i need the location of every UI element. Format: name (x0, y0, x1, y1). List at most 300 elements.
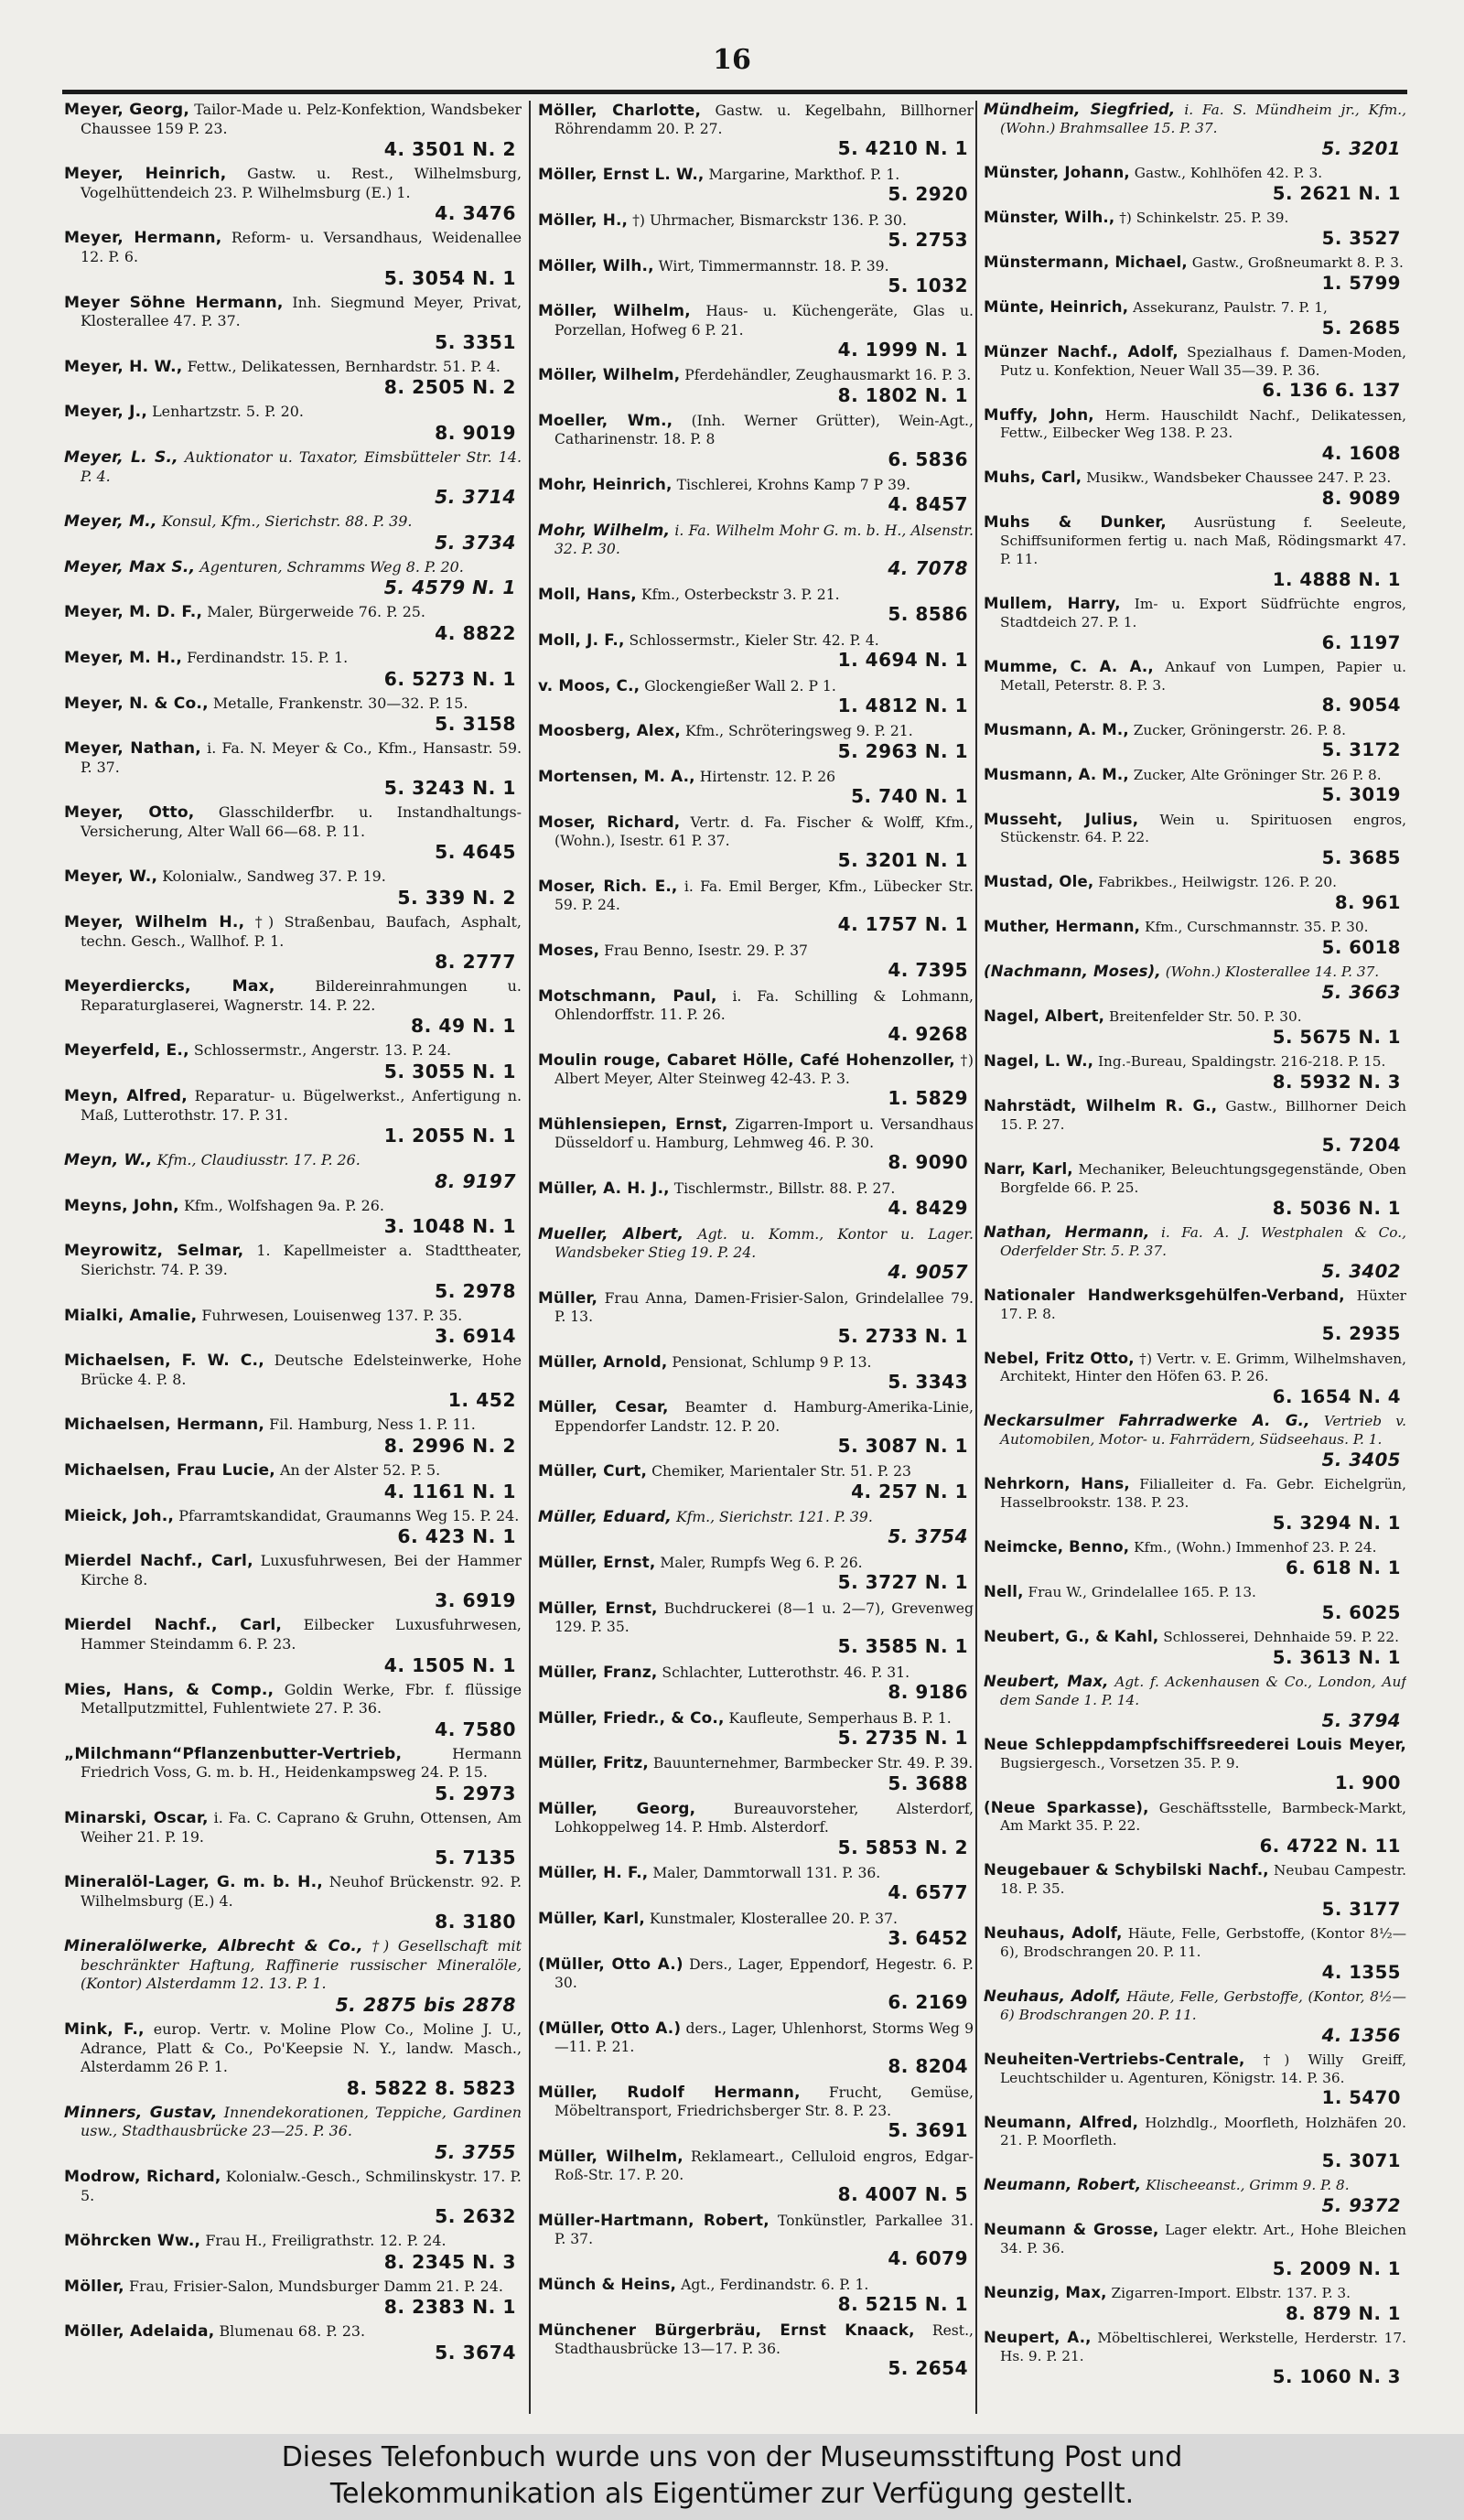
entry-phone-number: 6. 618 N. 1 (1286, 1556, 1401, 1578)
entry-details: Kfm., Claudiusstr. 17. P. 26. (156, 1151, 361, 1169)
entry-details: Vertr. d. Fa. Fischer & Wolff, Kfm., (Wohn.), Isestr. 61 P. 37. (554, 813, 974, 850)
entry-phone-number: 5. 5675 N. 1 (1272, 1027, 1401, 1049)
entry-phone-number: 5. 3294 N. 1 (1272, 1512, 1401, 1534)
directory-entry (984, 1987, 1406, 2046)
entry-phone-number: 5. 2685 (1321, 317, 1401, 339)
ownership-notice (0, 2434, 1464, 2520)
entry-phone-number: 5. 3674 (435, 2342, 516, 2364)
entry-name: Müller, A. H. J., (538, 1178, 670, 1197)
directory-entry (984, 468, 1406, 509)
entry-details: Tonkünstler, Parkallee 31. P. 37. (554, 2212, 974, 2247)
directory-entry (64, 1873, 522, 1933)
entry-name: Meyer Söhne Hermann, (64, 293, 284, 312)
entry-details: Neuhof Brückenstr. 92. P. Wilhelmsburg (E.) 4. (81, 1873, 522, 1910)
directory-entry (984, 2329, 1406, 2387)
entry-details: Eilbecker Luxusfuhrwesen, Hammer Steindamm 6. P. 23. (81, 1616, 522, 1653)
entry-details: Ders., Lager, Eppendorf, Hegestr. 6. P. 30. (554, 1955, 974, 1991)
entry-phone-number: 5. 6025 (1321, 1601, 1401, 1623)
directory-entry (984, 2284, 1406, 2324)
entry-name: Mierdel Nachf., Carl, (64, 1616, 283, 1635)
entry-phone-number: 5. 3201 (1321, 137, 1401, 159)
directory-entry (538, 165, 974, 206)
entry-phone-number: 5. 2735 N. 1 (837, 1726, 968, 1749)
directory-entry (64, 1461, 522, 1502)
entry-name: Müller, Karl, (538, 1908, 645, 1927)
entry-name: Möller, Ernst L. W., (538, 165, 705, 183)
entry-name: Mortensen, M. A., (538, 767, 695, 786)
entry-phone-number: 1. 4694 N. 1 (837, 648, 968, 671)
ownership-notice-line-1: Dieses Telefonbuch wurde uns von der Museumsstiftung Post und (281, 2441, 1183, 2473)
entry-details: Lenhartzstr. 5. P. 20. (152, 403, 304, 421)
entry-phone-number: 8. 9197 (435, 1169, 516, 1192)
entry-phone-number: 8. 4007 N. 5 (837, 2183, 968, 2206)
entry-name: Nagel, Albert, (984, 1007, 1105, 1026)
entry-details: Möbeltischlerei, Werkstelle, Herderstr. 17. Hs. 9. P. 21. (1000, 2330, 1406, 2364)
entry-phone-number: 5. 2978 (435, 1279, 516, 1302)
entry-name: Meyn, Alfred, (64, 1087, 188, 1106)
directory-entry (538, 585, 974, 626)
entry-phone-number: 1. 452 (447, 1389, 516, 1412)
entry-name: Müller, Cesar, (538, 1397, 669, 1416)
entry-details: Agt., Ferdinandstr. 6. P. 1. (681, 2276, 869, 2293)
directory-entry (64, 1745, 522, 1804)
entry-details: Häute, Felle, Gerbstoffe, (Kontor, 8½—6) Brodschrangen 20. P. 11. (1000, 1987, 1406, 2023)
entry-phone-number: 5. 3754 (888, 1525, 968, 1548)
entry-details: Glockengießer Wall 2. P 1. (644, 677, 836, 695)
entry-name: (Neue Sparkasse), (984, 1798, 1149, 1816)
entry-details: Ferdinandstr. 15. P. 1. (187, 648, 349, 666)
entry-details: Zucker, Alte Gröninger Str. 26 P. 8. (1133, 766, 1382, 783)
entry-phone-number: 5. 7135 (435, 1847, 516, 1869)
entry-phone-number: 5. 6018 (1321, 937, 1401, 959)
entry-phone-number: 8. 9186 (888, 1680, 968, 1703)
entry-phone-number: 4. 257 N. 1 (851, 1480, 968, 1502)
directory-entry (984, 595, 1406, 653)
directory-entry (538, 1397, 974, 1457)
entry-details: Gastw. u. Rest., Wilhelmsburg, Vogelhüttendeich 23. P. Wilhelmsburg (E.) 1. (81, 165, 522, 201)
entry-phone-number: 8. 5932 N. 3 (1272, 1072, 1401, 1093)
entry-phone-number: 8. 9090 (888, 1151, 968, 1174)
entry-name: Neimcke, Benno, (984, 1537, 1130, 1556)
directory-entry (984, 1538, 1406, 1578)
entry-phone-number: 4. 1999 N. 1 (837, 338, 968, 361)
entry-details: †) Schinkelstr. 25. P. 39. (1119, 209, 1289, 226)
entry-phone-number: 5. 3177 (1321, 1898, 1401, 1920)
entry-name: Müller, Ernst, (538, 1552, 656, 1571)
directory-entry (984, 513, 1406, 590)
entry-name: Meyer, M., (64, 512, 157, 532)
entry-name: Mühlensiepen, Ernst, (538, 1114, 728, 1133)
entry-details: Breitenfelder Str. 50. P. 30. (1109, 1008, 1302, 1026)
entry-name: Minners, Gustav, (64, 2103, 218, 2122)
entry-name: Motschmann, Paul, (538, 985, 717, 1005)
entry-name: Meyer, M. H., (64, 648, 183, 667)
entry-details: i. Fa. A. J. Westphalen & Co., Oderfelder Str. 5. P. 37. (1000, 1223, 1406, 1259)
entry-phone-number: 6. 136 6. 137 (1262, 380, 1401, 402)
entry-name: Mohr, Wilhelm, (538, 520, 671, 539)
entry-details: Klischeeanst., Grimm 9. P. 8. (1146, 2177, 1350, 2194)
directory-entry (64, 101, 522, 160)
entry-name: Michaelsen, Frau Lucie, (64, 1460, 275, 1480)
directory-entry (64, 739, 522, 799)
directory-entry (984, 343, 1406, 402)
directory-entry (984, 721, 1406, 761)
entry-details: ders., Lager, Uhlenhorst, Storms Weg 9—11. P. 21. (554, 2019, 974, 2055)
directory-entry (538, 1352, 974, 1394)
entry-name: Michaelsen, F. W. C., (64, 1352, 264, 1371)
entry-name: Nebel, Fritz Otto, (984, 1349, 1135, 1367)
directory-entry (538, 2083, 974, 2142)
entry-phone-number: 6. 423 N. 1 (397, 1525, 516, 1548)
entry-details: Bureauvorsteher, Alsterdorf, Lohkoppelweg 14. P. Hmb. Alsterdorf. (554, 1801, 974, 1836)
entry-details: Bauunternehmer, Barmbecker Str. 49. P. 39. (652, 1755, 974, 1772)
entry-name: Moll, Hans, (538, 584, 637, 603)
entry-name: Michaelsen, Hermann, (64, 1416, 265, 1435)
entry-phone-number: 5. 3071 (1321, 2150, 1401, 2172)
entry-phone-number: 8. 2383 N. 1 (383, 2296, 516, 2319)
directory-entry (64, 165, 522, 224)
directory-entry (64, 977, 522, 1037)
entry-phone-number: 5. 2621 N. 1 (1272, 182, 1401, 204)
entry-phone-number: 8. 879 N. 1 (1286, 2302, 1401, 2324)
entry-name: Mueller, Albert, (538, 1223, 684, 1243)
entry-name: Möller, Charlotte, (538, 101, 702, 119)
directory-entry (984, 2176, 1406, 2216)
entry-phone-number: 6. 1197 (1321, 631, 1401, 653)
directory-entry (538, 521, 974, 580)
entry-details: †) Willy Greiff, Leuchtschilder u. Agenturen, Königstr. 14. P. 36. (1000, 2051, 1406, 2086)
entry-phone-number: 8. 5822 8. 5823 (346, 2076, 516, 2099)
entry-phone-number: 5. 3613 N. 1 (1272, 1646, 1401, 1668)
entry-name: Mineralöl-Lager, G. m. b. H., (64, 1873, 323, 1892)
entry-details: Zucker, Gröningerstr. 26. P. 8. (1133, 721, 1347, 738)
entry-phone-number: 8. 9019 (435, 421, 516, 444)
directory-entry (538, 475, 974, 516)
entry-details: Luxusfuhrwesen, Bei der Hammer Kirche 8. (81, 1552, 522, 1588)
entry-phone-number: 8. 2345 N. 3 (383, 2250, 516, 2273)
entry-details: i. Fa. Emil Berger, Kfm., Lübecker Str. 59. P. 24. (554, 878, 974, 914)
entry-name: Neupert, A., (984, 2329, 1092, 2347)
directory-entry (984, 1007, 1406, 1048)
entry-details: Agenturen, Schramms Weg 8. P. 20. (199, 557, 464, 576)
directory-entry (984, 406, 1406, 465)
entry-details: Gastw., Großneumarkt 8. P. 3. (1191, 253, 1404, 271)
entry-details: Kunstmaler, Klosterallee 20. P. 37. (649, 1910, 898, 1927)
entry-details: Frucht, Gemüse, Möbeltransport, Friedrichsberger Str. 8. P. 23. (554, 2084, 974, 2119)
entry-details: Kaufleute, Semperhaus B. P. 1. (728, 1709, 952, 1727)
entry-details: Kolonialw.-Gesch., Schmilinskystr. 17. P. 5. (81, 2168, 522, 2204)
directory-entry (984, 811, 1406, 869)
directory-entry (984, 1052, 1406, 1093)
entry-details: Assekuranz, Paulstr. 7. P. 1, (1133, 298, 1328, 316)
directory-entry (984, 1628, 1406, 1668)
entry-details: Geschäftsstelle, Barmbeck-Markt, Am Markt 35. P. 22. (1000, 1799, 1406, 1835)
entry-name: Meyer, Georg, (64, 101, 190, 119)
directory-entry (984, 1924, 1406, 1983)
directory-entry (64, 448, 522, 508)
entry-name: Nathan, Hermann, (984, 1222, 1150, 1241)
entry-name: Meyrowitz, Selmar, (64, 1242, 244, 1261)
entry-details: Frau Benno, Isestr. 29. P. 37 (604, 942, 808, 959)
directory-entry (538, 1599, 974, 1658)
directory-entry (64, 358, 522, 399)
entry-name: Müller, Georg, (538, 1799, 696, 1818)
entry-phone-number: 4. 1608 (1321, 443, 1401, 465)
entry-phone-number: 1. 900 (1334, 1772, 1401, 1794)
entry-phone-number: 3. 6919 (435, 1589, 516, 1612)
entry-phone-number: 8. 1802 N. 1 (837, 383, 968, 406)
entry-details: Musikw., Wandsbeker Chaussee 247. P. 23. (1086, 469, 1392, 487)
entry-name: Münzer Nachf., Adolf, (984, 342, 1179, 361)
directory-entry (984, 1223, 1406, 1282)
directory-entry (538, 411, 974, 470)
entry-name: Neuhaus, Adolf, (984, 1987, 1122, 2005)
entry-details: Reparatur- u. Bügelwerkst., Anfertigung n. Maß, Lutterothstr. 17. P. 31. (81, 1087, 522, 1124)
entry-details: Vertrieb v. Automobilen, Motor- u. Fahrrädern, Südseehaus. P. 1. (1000, 1413, 1406, 1448)
entry-phone-number: 3. 6452 (888, 1927, 968, 1950)
entry-phone-number: 4. 3501 N. 2 (383, 138, 516, 161)
entry-details: Kfm., Osterbeckstr 3. P. 21. (640, 586, 840, 603)
directory-entry (984, 1861, 1406, 1920)
directory-entry (538, 630, 974, 672)
entry-details: Tailor-Made u. Pelz-Konfektion, Wandsbeker Chaussee 159 P. 23. (81, 101, 522, 137)
entry-name: Meyer, Nathan, (64, 739, 201, 759)
page-number: 16 (713, 44, 751, 76)
directory-entry (64, 649, 522, 690)
entry-phone-number: 4. 1161 N. 1 (383, 1480, 516, 1502)
entry-name: Neue Schleppdampfschiffsreederei Louis Meyer, (984, 1735, 1406, 1753)
directory-entry (64, 1242, 522, 1301)
entry-details: Auktionator u. Taxator, Eimsbütteler Str. 14. P. 4. (81, 447, 522, 485)
entry-phone-number: 3. 6914 (435, 1325, 516, 1348)
entry-details: i. Fa. Schilling & Lohmann, Ohlendorffstr. 11. P. 26. (554, 987, 974, 1023)
entry-details: †) Uhrmacher, Bismarckstr 136. P. 30. (632, 211, 907, 229)
entry-details: Filialleiter d. Fa. Gebr. Eichelgrün, Hasselbrookstr. 138. P. 23. (1000, 1476, 1406, 1511)
directory-entry (984, 101, 1406, 159)
directory-entry (64, 867, 522, 909)
directory-entry (538, 1663, 974, 1704)
directory-entry (64, 913, 522, 973)
directory-entry (64, 2322, 522, 2364)
entry-phone-number: 5. 2973 (435, 1782, 516, 1804)
entry-phone-number: 5. 3663 (1321, 982, 1401, 1004)
entry-phone-number: 5. 3691 (888, 2119, 968, 2142)
directory-entry (538, 986, 974, 1046)
entry-details: Zigarren-Import u. Versandhaus Düsseldorf u. Hamburg, Lehmweg 46. P. 30. (554, 1115, 974, 1151)
entry-details: Innendekorationen, Teppiche, Gardinen usw., Stadthausbrücke 23—25. P. 36. (81, 2103, 522, 2140)
entry-name: (Nachmann, Moses), (984, 963, 1161, 981)
directory-entry (984, 1350, 1406, 1408)
entry-phone-number: 5. 3158 (435, 713, 516, 736)
entry-name: v. Moos, C., (538, 675, 640, 695)
entry-phone-number: 5. 2920 (888, 183, 968, 206)
column-2 (538, 101, 974, 2416)
entry-name: Meyer, L. S., (64, 447, 178, 467)
directory-entry (984, 1799, 1406, 1858)
entry-name: Mialki, Amalie, (64, 1306, 198, 1325)
entry-phone-number: 1. 5799 (1321, 272, 1401, 294)
entry-details: Goldin Werke, Fbr. f. flüssige Metallputzmittel, Fuhlentwiete 27. P. 36. (81, 1680, 522, 1718)
entry-phone-number: 5. 3794 (1321, 1709, 1401, 1731)
entry-name: Nell, (984, 1582, 1024, 1600)
entry-phone-number: 6. 5273 N. 1 (383, 667, 516, 690)
entry-details: Gastw., Kohlhöfen 42. P. 3. (1134, 164, 1323, 181)
entry-name: Minarski, Oscar, (64, 1808, 209, 1827)
directory-entry (538, 1115, 974, 1174)
entry-details: Maler, Dammtorwall 131. P. 36. (652, 1865, 881, 1882)
entry-details: Deutsche Edelsteinwerke, Hohe Brücke 4. P. 8. (81, 1352, 522, 1388)
entry-details: Frau, Frisier-Salon, Mundsburger Damm 21. P. 24. (128, 2277, 503, 2295)
directory-entry (64, 2104, 522, 2163)
entry-name: Musmann, A. M., (984, 720, 1129, 738)
directory-entry (64, 695, 522, 736)
entry-name: Meyer, H. W., (64, 357, 183, 376)
entry-phone-number: 8. 9054 (1321, 695, 1401, 716)
directory-entry (538, 210, 974, 252)
directory-entry (64, 512, 522, 554)
directory-entry (538, 1799, 974, 1858)
entry-details: Schlossermstr., Kieler Str. 42. P. 4. (629, 631, 879, 649)
entry-name: Meyn, W., (64, 1151, 153, 1170)
entry-name: Müller-Hartmann, Robert, (538, 2210, 770, 2229)
entry-phone-number: 5. 1032 (888, 274, 968, 296)
directory-entry (984, 253, 1406, 294)
entry-phone-number: 5. 3405 (1321, 1448, 1401, 1470)
entry-name: Möller, (64, 2277, 124, 2296)
directory-entry (64, 1197, 522, 1238)
entry-phone-number: 5. 740 N. 1 (851, 785, 968, 808)
directory-entry (64, 2020, 522, 2099)
entry-phone-number: 5. 3054 N. 1 (383, 266, 516, 289)
entry-name: Neuhaus, Adolf, (984, 1924, 1123, 1943)
entry-name: Nagel, L. W., (984, 1052, 1094, 1071)
entry-phone-number: 5. 3201 N. 1 (837, 849, 968, 872)
entry-name: Möller, H., (538, 210, 629, 229)
directory-entry (64, 1087, 522, 1147)
entry-name: Müller, Ernst, (538, 1598, 658, 1617)
entry-phone-number: 6. 2169 (888, 1991, 968, 2014)
directory-entry (538, 1179, 974, 1220)
entry-details: Agt. u. Komm., Kontor u. Lager. Wandsbeker Stieg 19. P. 24. (554, 1225, 974, 1261)
column-divider-2 (975, 101, 977, 2414)
entry-name: Möhrcken Ww., (64, 2232, 201, 2251)
directory-entry (984, 1736, 1406, 1794)
entry-phone-number: 1. 2055 N. 1 (383, 1125, 516, 1147)
entry-phone-number: 5. 8586 (888, 603, 968, 626)
entry-details: Pfarramtskandidat, Graumanns Weg 15. P. 24. (178, 1506, 520, 1524)
entry-name: Müller, (538, 1287, 598, 1307)
entry-phone-number: 8. 49 N. 1 (410, 1015, 516, 1038)
directory-entry (538, 1553, 974, 1594)
entry-details: Pferdehändler, Zeughausmarkt 16. P. 3. (684, 367, 972, 384)
entry-name: Meyer, J., (64, 403, 148, 422)
entry-details: Im- u. Export Südfrüchte engros, Stadtdeich 27. P. 1. (1000, 595, 1406, 630)
entry-phone-number: 4. 1355 (1321, 1961, 1401, 1983)
entry-details: Schlachter, Lutterothstr. 46. P. 31. (662, 1664, 910, 1681)
entry-name: Neumann & Grosse, (984, 2221, 1159, 2239)
entry-phone-number: 4. 9057 (888, 1260, 968, 1283)
entry-phone-number: 6. 4722 N. 11 (1259, 1836, 1401, 1858)
entry-phone-number: 8. 8204 (888, 2055, 968, 2078)
directory-entry (538, 1224, 974, 1284)
entry-phone-number: 5. 3734 (435, 531, 516, 554)
directory-entry (984, 963, 1406, 1003)
entry-name: (Müller, Otto A.) (538, 2018, 682, 2037)
entry-details: Maler, Bürgerweide 76. P. 25. (207, 603, 425, 621)
entry-phone-number: 1. 4888 N. 1 (1272, 568, 1401, 590)
directory-entry (984, 1583, 1406, 1623)
directory-entry (64, 1809, 522, 1868)
entry-name: Münch & Heins, (538, 2274, 677, 2293)
entry-details: i. Fa. S. Mündheim jr., Kfm., (Wohn.) Brahmsallee 15. P. 37. (1000, 102, 1406, 136)
entry-details: (Inh. Werner Grütter), Wein-Agt., Catharinenstr. 18. P. 8 (554, 413, 974, 448)
column-divider-1 (529, 101, 531, 2414)
entry-details: Reklameart., Celluloid engros, Edgar-Roß-Str. 17. P. 20. (554, 2148, 974, 2183)
entry-details: Frau W., Grindelallee 165. P. 13. (1028, 1583, 1256, 1600)
entry-phone-number: 5. 3343 (888, 1370, 968, 1393)
entry-details: Tischlerei, Krohns Kamp 7 P 39. (676, 477, 910, 494)
entry-name: Neumann, Alfred, (984, 2113, 1139, 2131)
directory-entry (984, 918, 1406, 958)
directory-entry (538, 1955, 974, 2014)
directory-entry (64, 803, 522, 863)
entry-phone-number: 8. 3180 (435, 1911, 516, 1933)
directory-entry (64, 1507, 522, 1548)
directory-entry (538, 1863, 974, 1904)
entry-details: Hüxter 17. P. 8. (1000, 1287, 1406, 1322)
entry-details: †) Gesellschaft mit beschränkter Haftung, Raffinerie russischer Mineralöle, (Kontor) Alsterdamm 12. 13. P. 1. (81, 1937, 522, 1993)
directory-entry (538, 2211, 974, 2270)
entry-phone-number: 3. 1048 N. 1 (383, 1215, 516, 1238)
entry-phone-number: 8. 2996 N. 2 (383, 1434, 516, 1457)
entry-phone-number: 8. 5215 N. 1 (837, 2292, 968, 2315)
directory-entry (984, 2051, 1406, 2109)
entry-name: Meyer, Heinrich, (64, 165, 227, 184)
entry-details: Maler, Rumpfs Weg 6. P. 26. (660, 1554, 863, 1571)
entry-name: Mullem, Harry, (984, 594, 1121, 612)
entry-details: Frau H., Freiligrathstr. 12. P. 24. (205, 2232, 447, 2250)
directory-entry (984, 2114, 1406, 2172)
entry-details: Kfm., Sierichstr. 121. P. 39. (675, 1509, 873, 1526)
entry-phone-number: 4. 8822 (435, 621, 516, 644)
entry-name: Meyns, John, (64, 1196, 179, 1215)
entry-details: Mechaniker, Beleuchtungsgegenstände, Oben Borgfelde 66. P. 25. (1000, 1161, 1406, 1196)
entry-name: Münster, Wilh., (984, 208, 1115, 226)
entry-phone-number: 4. 9268 (888, 1023, 968, 1046)
entry-phone-number: 5. 3019 (1321, 784, 1401, 806)
entry-details: Kolonialw., Sandweg 37. P. 19. (162, 867, 386, 886)
entry-details: Hermann Friedrich Voss, G. m. b. H., Heidenkampsweg 24. P. 15. (81, 1744, 522, 1782)
entry-name: Meyer, Max S., (64, 557, 196, 576)
entry-name: Müller, Wilhelm, (538, 2146, 684, 2165)
entry-details: i. Fa. Wilhelm Mohr G. m. b. H., Alsenstr. 32. P. 30. (554, 522, 974, 558)
entry-details: Tischlermstr., Billstr. 88. P. 27. (673, 1179, 896, 1197)
entry-phone-number: 5. 3685 (1321, 847, 1401, 869)
entry-name: Möller, Wilhelm, (538, 365, 681, 384)
entry-phone-number: 5. 2935 (1321, 1323, 1401, 1345)
directory-entry (64, 294, 522, 353)
entry-phone-number: 5. 3755 (435, 2141, 516, 2164)
entry-name: (Müller, Otto A.) (538, 1954, 684, 1973)
entry-details: i. Fa. N. Meyer & Co., Kfm., Hansastr. 59. P. 37. (81, 739, 522, 776)
entry-details: Gastw., Billhorner Deich 15. P. 27. (1000, 1098, 1406, 1134)
entry-phone-number: 4. 1505 N. 1 (383, 1653, 516, 1676)
directory-entry (984, 1097, 1406, 1156)
entry-phone-number: 4. 7078 (888, 557, 968, 580)
entry-details: Hirtenstr. 12. P. 26 (699, 769, 836, 786)
entry-phone-number: 4. 7580 (435, 1718, 516, 1740)
entry-phone-number: 5. 3055 N. 1 (383, 1061, 516, 1083)
